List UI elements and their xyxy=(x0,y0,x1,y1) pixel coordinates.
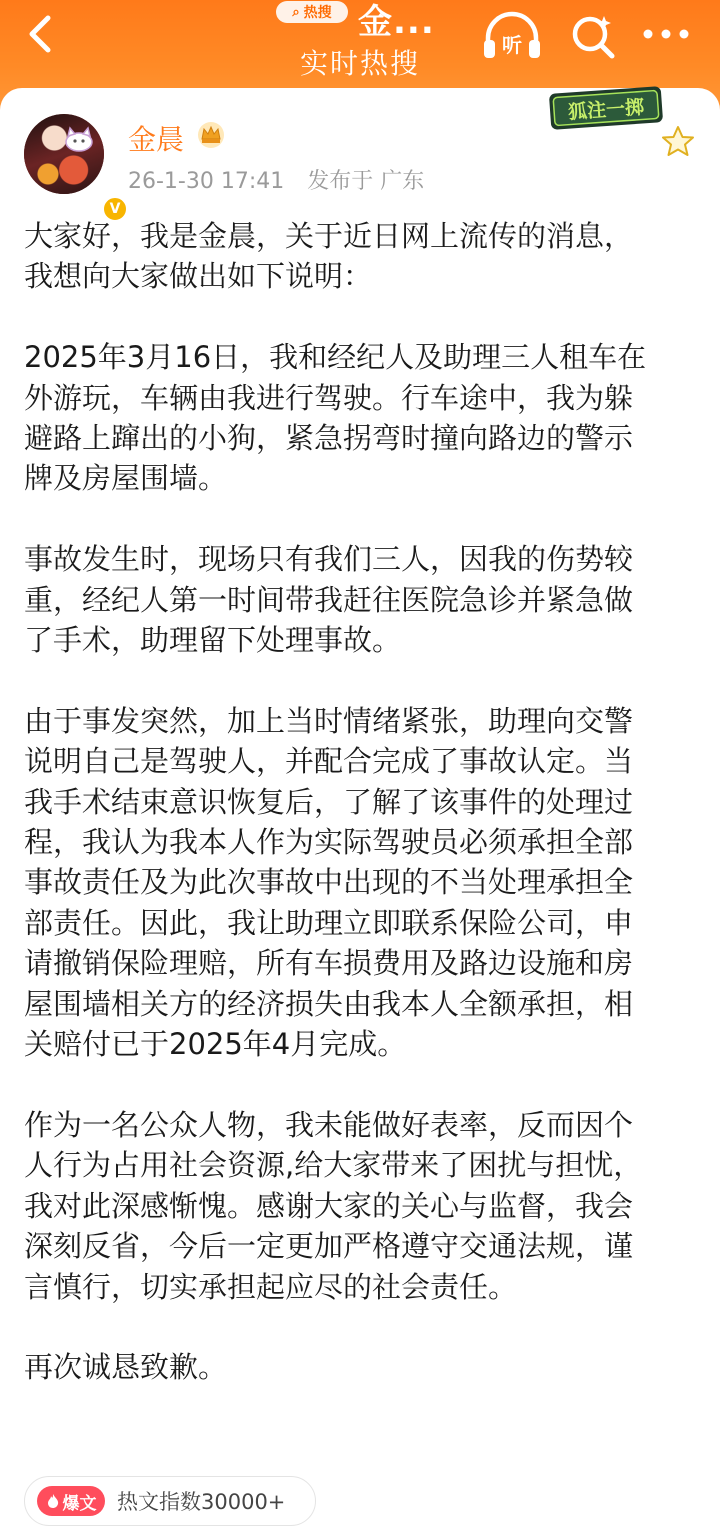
post-paragraph: 大家好，我是金晨，关于近日网上流传的消息， 我想向大家做出如下说明： xyxy=(24,219,634,294)
flame-icon xyxy=(46,1493,60,1509)
post-paragraph: 再次诚恳致歉。 xyxy=(24,1350,228,1385)
post-meta xyxy=(128,164,440,195)
headphones-icon[interactable] xyxy=(480,10,544,62)
more-icon[interactable] xyxy=(640,24,692,44)
stamp-text: 狐注一掷 xyxy=(567,96,645,124)
hot-search-tag-label: 热搜 xyxy=(303,5,332,21)
hot-article-badge-label: 爆文 xyxy=(62,1493,97,1514)
post-paragraph: 2025年3月16日，我和经纪人及助理三人租车在 外游玩，车辆由我进行驾驶。行车途中，我为躲 避路上蹿出的小狗，紧急拐弯时撞向路边的警示 牌及房屋围墙。 xyxy=(24,340,647,496)
post-location: 发布于 广东 xyxy=(307,169,425,194)
search-icon: ⌕ xyxy=(292,4,300,20)
post-paragraph: 由于事发突然，加上当时情绪紧张，助理向交警 说明自己是驾驶人，并配合完成了事故认定。当 我手术结束意识恢复后，了解了该事件的处理过 程，我认为我本人作为实际驾驶员必须承担全部 事故责任及为此次事故中出现的不当处理承担全 部责任。因此，我让助理立即联系保险公司，申 请撤销保险理赔，所有车损费用及路边设施和房 屋围墙相关方的经济损失由我本人全额承担，相 关赔付已于2025年4月完成。 xyxy=(24,703,634,1062)
search-icon[interactable] xyxy=(568,12,618,60)
avatar[interactable] xyxy=(24,114,121,217)
verified-icon: V xyxy=(102,196,128,222)
hot-index-chip[interactable] xyxy=(24,1476,316,1526)
hot-index-text: 热文指数30000+ xyxy=(117,1490,286,1514)
cat-pendant-icon xyxy=(62,126,96,152)
header-subtitle: 实时热搜 xyxy=(299,47,420,80)
post-card xyxy=(0,88,720,1533)
post-paragraph: 作为一名公众人物，我未能做好表率，反而因个 人行为占用社会资源,给大家带来了困扰与担忧， 我对此深感惭愧。感谢大家的关心与监督，我会 深刻反省，今后一定更加严格遵守交通法规，谨 言慎行，切实承担起应尽的社会责任。 xyxy=(24,1107,643,1304)
post-paragraph: 事故发生时，现场只有我们三人，因我的伤势较 重，经纪人第一时间带我赶往医院急诊并紧急做 了手术，助理留下处理事故。 xyxy=(24,542,634,658)
topic-stamp-badge[interactable] xyxy=(547,82,666,134)
header-title: 金... xyxy=(358,2,435,42)
hot-search-tag[interactable] xyxy=(276,1,348,23)
star-icon[interactable] xyxy=(660,124,696,158)
post-date: 26-1-30 17:41 xyxy=(128,169,285,194)
post-body xyxy=(24,216,700,1388)
crown-icon xyxy=(196,120,226,148)
author-name[interactable]: 金晨 xyxy=(128,123,185,156)
listen-label: 听 xyxy=(502,33,522,57)
hot-article-badge xyxy=(37,1486,105,1516)
